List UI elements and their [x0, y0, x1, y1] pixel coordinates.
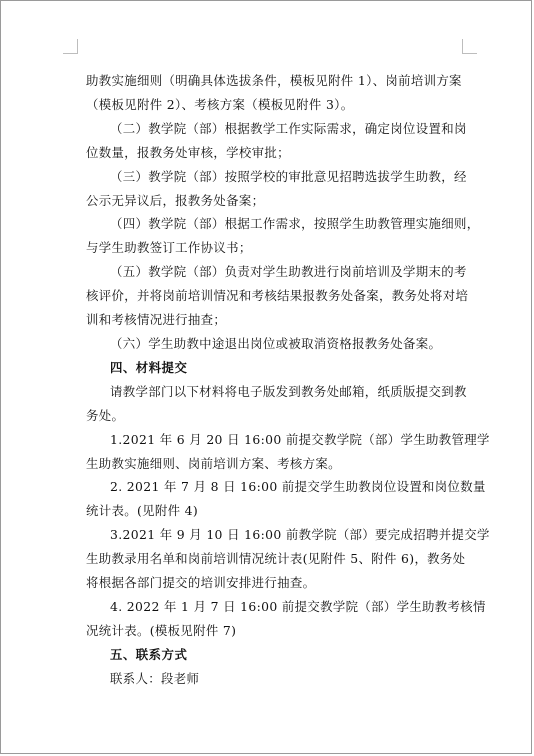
text-line: （五）教学院（部）负责对学生助教进行岗前培训及学期末的考: [110, 264, 467, 280]
text-line: 位数量，报教务处审核，学校审批；: [86, 144, 290, 160]
section-heading-contact: 五、联系方式: [110, 646, 188, 662]
section-heading-materials: 四、材料提交: [110, 359, 188, 375]
paragraph-deadline-4: [86, 595, 486, 643]
text-line: 将根据各部门提交的培训安排进行抽查。: [86, 575, 316, 591]
paragraph-contact: [86, 667, 456, 691]
text-line: 生助教录用名单和岗前培训情况统计表(见附件 5、附件 6)，教务处: [86, 551, 466, 567]
text-line: 助教实施细则（明确具体选拔条件，模板见附件 1）、岗前培训方案: [86, 73, 462, 88]
paragraph-item-6: [86, 332, 456, 356]
text-line: 生助教实施细则、岗前培训方案、考核方案。: [86, 455, 341, 471]
text-line: （四）教学院（部）根据工作需求，按照学生助教管理实施细则，: [110, 216, 480, 232]
text-line: 4. 2022 年 1 月 7 日 16:00 前提交教学院（部）学生助教考核情: [110, 598, 486, 614]
paragraph-continuation: [86, 69, 462, 117]
paragraph-item-2: [86, 117, 467, 165]
text-line: 请教学部门以下材料将电子版发到教务处邮箱，纸质版提交到教: [110, 383, 467, 399]
paragraph-deadline-1: [86, 428, 490, 476]
text-line: （三）教学院（部）按照学校的审批意见招聘选拔学生助教，经: [110, 168, 467, 184]
paragraph-item-5: [86, 260, 469, 332]
text-line: 公示无异议后，报教务处备案；: [86, 192, 265, 208]
text-line: 训和考核情况进行抽查；: [86, 312, 227, 328]
text-line: 统计表。(见附件 4): [86, 503, 199, 519]
paragraph-materials-intro: [86, 380, 467, 428]
text-line: 联系人：段老师: [110, 670, 200, 686]
text-line: （六）学生助教中途退出岗位或被取消资格报教务处备案。: [110, 335, 442, 351]
text-line: 况统计表。(模板见附件 7): [86, 622, 237, 638]
paragraph-item-3: [86, 165, 467, 213]
text-line: 与学生助教签订工作协议书；: [86, 240, 252, 256]
paragraph-item-4: [86, 212, 480, 260]
text-line: 务处。: [86, 407, 125, 423]
paragraph-deadline-2: [86, 475, 486, 523]
paragraph-deadline-3: [86, 523, 490, 595]
document-body: [86, 69, 490, 691]
text-line: 1.2021 年 6 月 20 日 16:00 前提交教学院（部）学生助教管理学: [110, 431, 490, 447]
text-line: 2. 2021 年 7 月 8 日 16:00 前提交学生助教岗位设置和岗位数量: [110, 479, 486, 495]
text-line: （二）教学院（部）根据教学工作实际需求，确定岗位设置和岗: [110, 120, 467, 136]
text-line: 3.2021 年 9 月 10 日 16:00 前教学院（部）要完成招聘并提交学: [110, 527, 490, 543]
text-line: 核评价，并将岗前培训情况和考核结果报教务处备案，教务处将对培: [86, 288, 469, 304]
crop-mark-top-right: [462, 39, 477, 54]
crop-mark-top-left: [63, 39, 78, 54]
text-line: （模板见附件 2）、考核方案（模板见附件 3）。: [86, 96, 354, 112]
